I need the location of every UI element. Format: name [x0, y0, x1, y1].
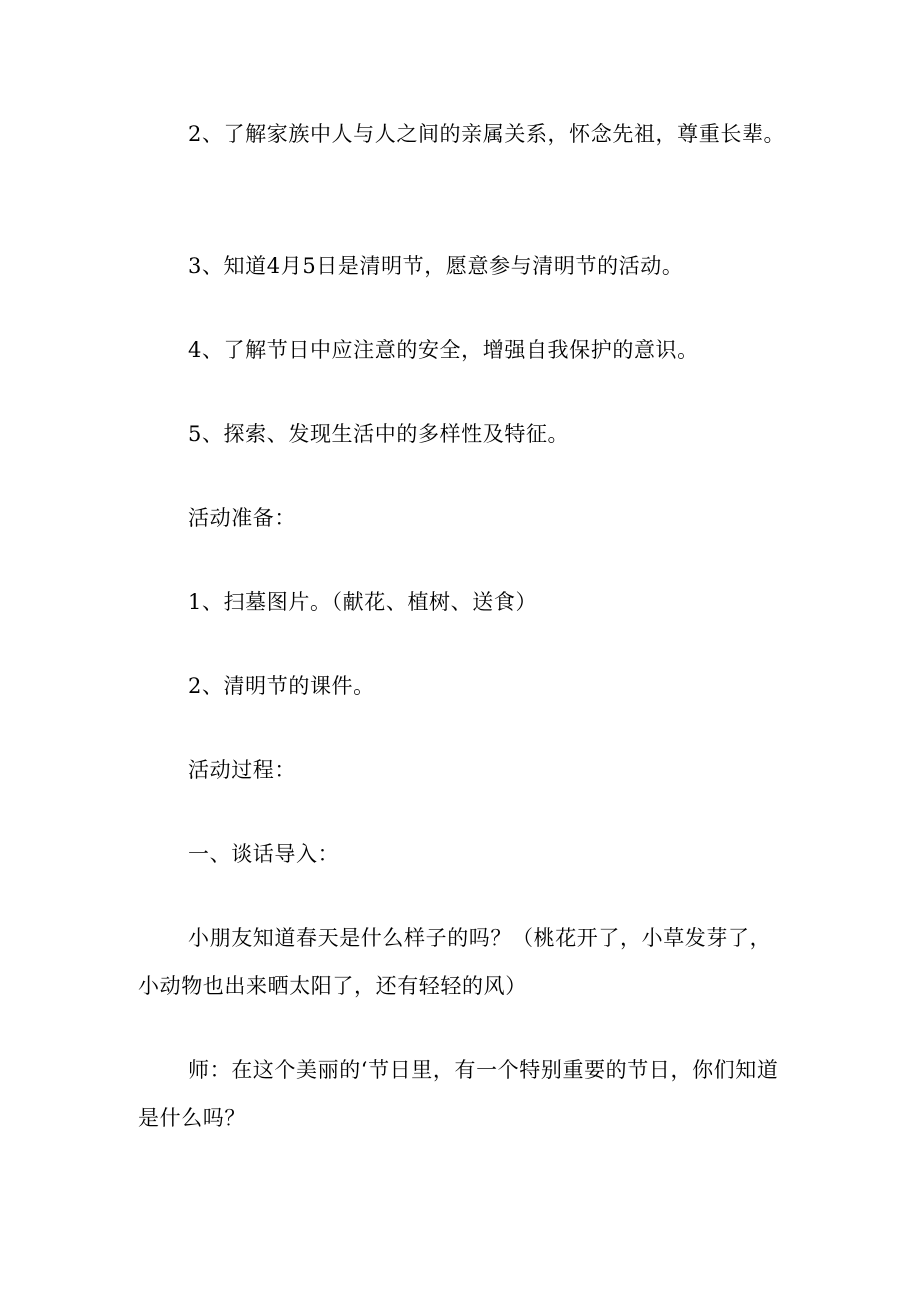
paragraph-goal-5: 5、探索、发现生活中的多样性及特征。	[188, 422, 570, 446]
paragraph-spring-question: 小朋友知道春天是什么样子的吗？（桃花开了，小草发芽了，小动物也出来晒太阳了，还有轻轻的风）	[138, 926, 772, 998]
paragraph-prep-1: 1、扫墓图片。（献花、植树、送食）	[188, 590, 538, 614]
section-heading-preparation: 活动准备：	[188, 506, 296, 530]
paragraph-prep-2: 2、清明节的课件。	[188, 674, 375, 698]
section-heading-process: 活动过程：	[188, 758, 296, 782]
paragraph-goal-4: 4、了解节日中应注意的安全，增强自我保护的意识。	[188, 338, 699, 362]
subheading-intro: 一、谈话导入：	[188, 842, 340, 866]
paragraph-goal-3: 3、知道4月5日是清明节，愿意参与清明节的活动。	[188, 254, 684, 278]
paragraph-goal-2: 2、了解家族中人与人之间的亲属关系，怀念先祖，尊重长辈。	[188, 122, 786, 146]
paragraph-teacher-question: 师：在这个美丽的‘节日里，有一个特别重要的节日，你们知道是什么吗？	[138, 1058, 779, 1130]
